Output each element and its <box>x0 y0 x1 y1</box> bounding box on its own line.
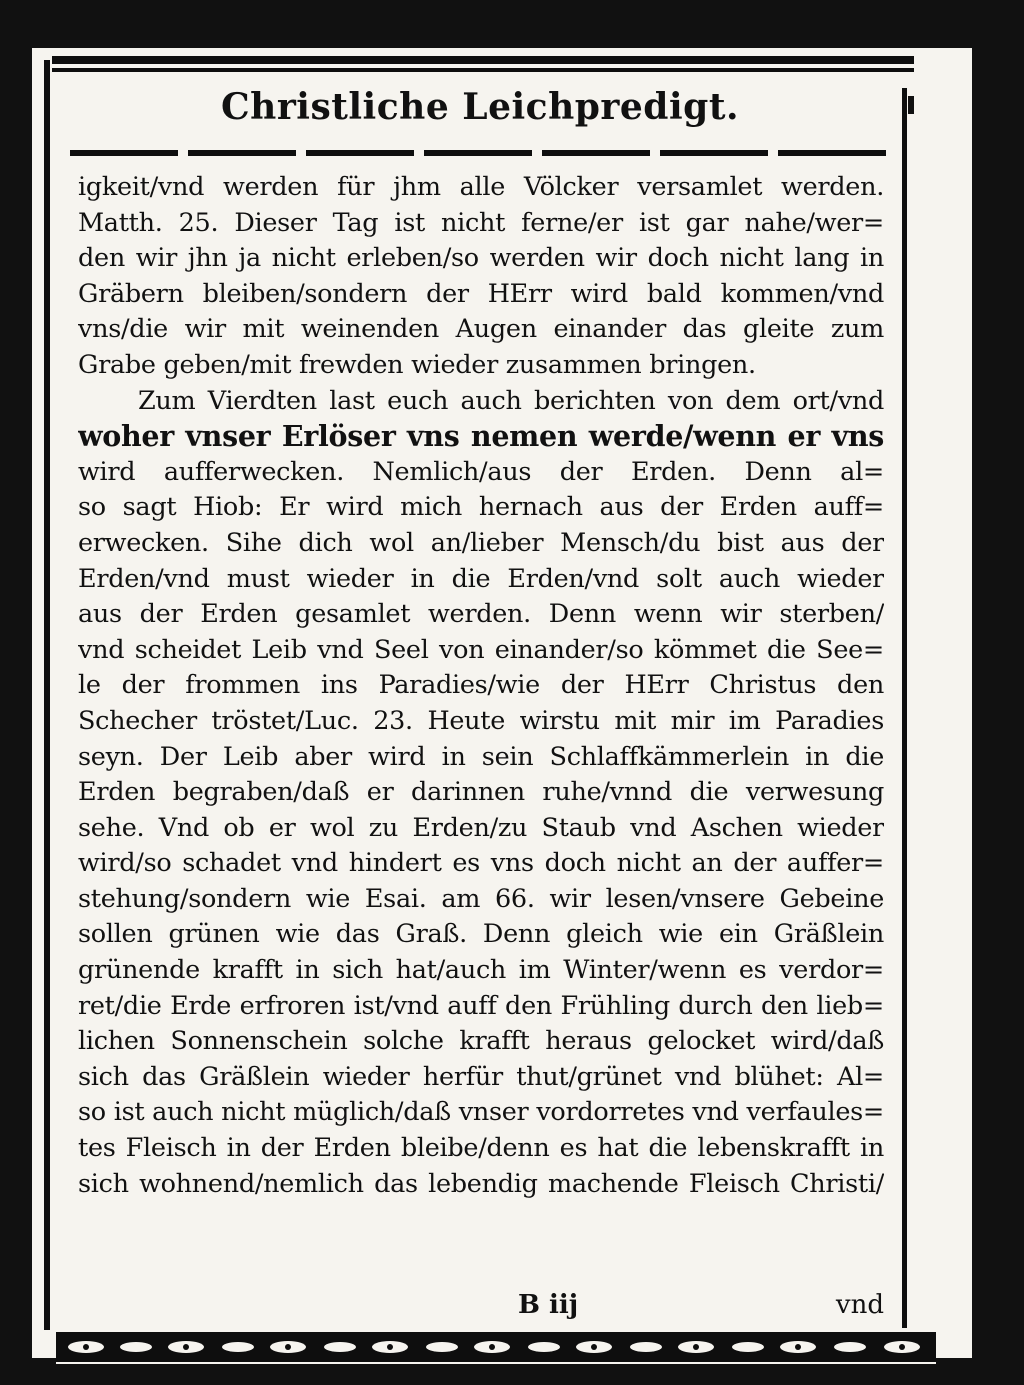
body-text <box>78 170 884 1202</box>
left-border-rule <box>44 60 50 1330</box>
text-line: Erden/vnd must wieder in die Erden/vnd solt auch wieder <box>78 563 884 594</box>
catchword: vnd <box>835 1290 884 1320</box>
text-line: Erden begraben/daß er darinnen ruhe/vnnd die verwesung <box>78 777 884 808</box>
header-dashed-rule <box>70 150 890 156</box>
text-line: vnd scheidet Leib vnd Seel von einander/so kömmet die See= <box>78 634 884 665</box>
text-line: den wir jhn ja nicht erleben/so werden wir doch nicht lang in <box>78 243 884 274</box>
text-line: so ist auch nicht müglich/daß vnser vordorretes vnd verfaules= <box>78 1097 884 1128</box>
text-line: aus der Erden gesamlet werden. Denn wenn wir sterben/ <box>78 599 884 630</box>
page-footer <box>78 1290 884 1324</box>
text-line: so sagt Hiob: Er wird mich hernach aus der Erden auff= <box>78 492 884 523</box>
text-line: Zum Vierdten last euch auch berichten von dem ort/vnd <box>138 385 884 416</box>
text-line: seyn. Der Leib aber wird in sein Schlaffkämmerlein in die <box>78 741 884 772</box>
signature-mark: B iij <box>518 1290 579 1320</box>
text-line: sehe. Vnd ob er wol zu Erden/zu Staub vnd Aschen wieder <box>78 812 884 843</box>
text-line: igkeit/vnd werden für jhm alle Völcker versamlet werden. <box>78 172 884 202</box>
top-border-rule-inner <box>52 68 914 72</box>
text-line: Matth. 25. Dieser Tag ist nicht ferne/er ist gar nahe/wer= <box>78 207 884 238</box>
text-line: woher vnser Erlöser vns nemen werde/wenn er vns <box>78 419 884 454</box>
text-line: sich wohnend/nemlich das lebendig machende Fleisch Christi/ <box>78 1168 884 1199</box>
text-line: ret/die Erde erfroren ist/vnd auff den Frühling durch den lieb= <box>78 990 884 1021</box>
top-border-rule <box>52 56 914 64</box>
text-line: wird/so schadet vnd hindert es vns doch nicht an der auffer= <box>78 848 884 879</box>
bottom-ornament-border <box>56 1330 936 1364</box>
text-line: stehung/sondern wie Esai. am 66. wir lesen/vnsere Gebeine <box>78 883 884 914</box>
text-line: Gräbern bleiben/sondern der HErr wird bald kommen/vnd <box>78 278 884 309</box>
running-head: Christliche Leichpredigt. <box>221 86 739 128</box>
right-border-rule <box>902 88 907 1328</box>
text-line: sollen grünen wie das Graß. Denn gleich wie ein Gräßlein <box>78 919 884 950</box>
text-line: vns/die wir mit weinenden Augen einander das gleite zum <box>78 314 884 345</box>
text-line: Grabe geben/mit frewden wieder zusammen bringen. <box>78 349 756 380</box>
text-line: tes Fleisch in der Erden bleibe/denn es hat die lebenskrafft in <box>78 1133 884 1164</box>
text-line: sich das Gräßlein wieder herfür thut/grünet vnd blühet: Al= <box>78 1061 884 1092</box>
text-line: le der frommen ins Paradies/wie der HErr Christus den <box>78 670 884 701</box>
text-line: Schecher tröstet/Luc. 23. Heute wirstu mit mir im Paradies <box>78 705 884 736</box>
text-line: erwecken. Sihe dich wol an/lieber Mensch/du bist aus der <box>78 527 884 558</box>
text-line: lichen Sonnenschein solche krafft heraus gelocket wird/daß <box>78 1026 884 1057</box>
text-line: grünende krafft in sich hat/auch im Winter/wenn es verdor= <box>78 955 884 986</box>
text-line: wird aufferwecken. Nemlich/aus der Erden. Denn al= <box>78 456 884 487</box>
